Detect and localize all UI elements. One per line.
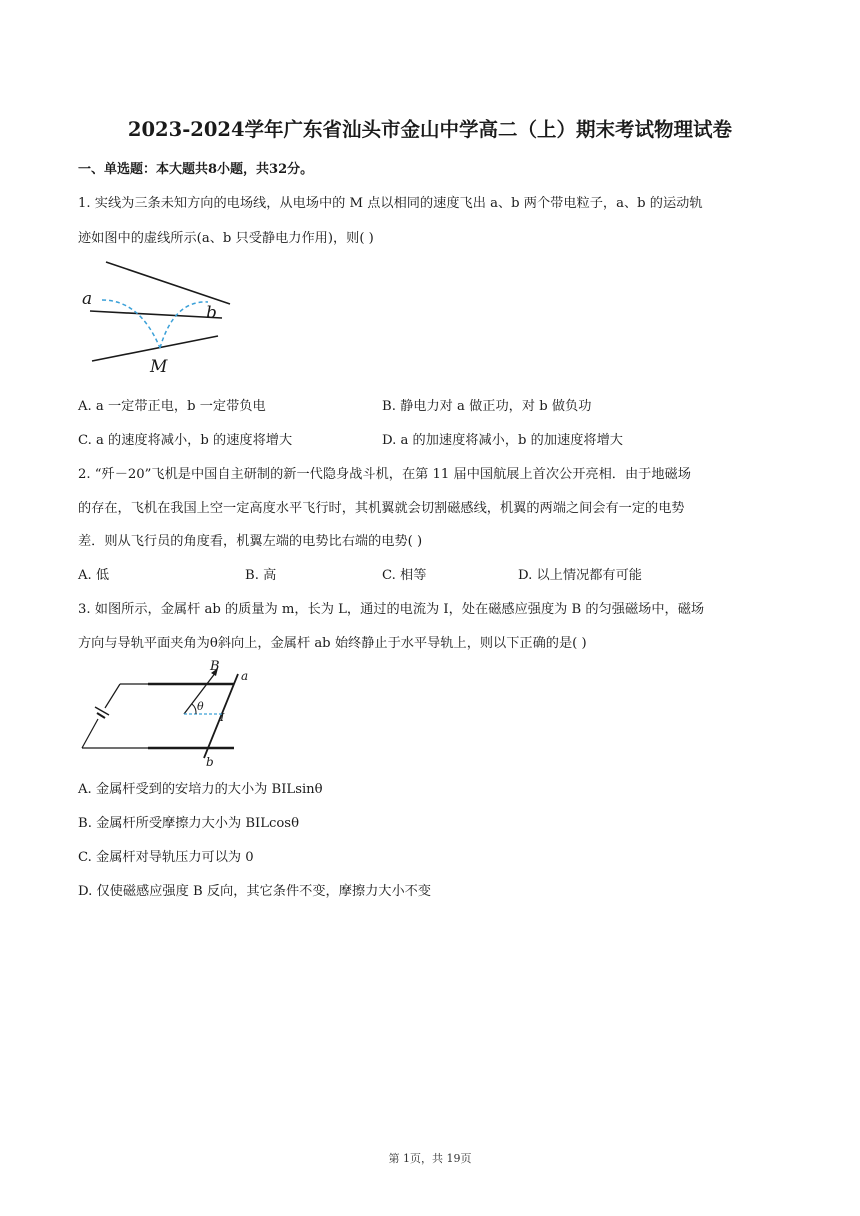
page-footer: 第 1页，共 19页 [388, 1152, 472, 1165]
rail-circuit-figure [78, 656, 268, 768]
trajectory-b [160, 302, 208, 348]
angle-arc [192, 704, 196, 714]
label-rod-b: b [206, 755, 214, 768]
q2-option-d: D. 以上情况都有可能 [518, 568, 642, 583]
section-heading: 一、单选题：本大题共8小题，共32分。 [78, 162, 314, 177]
page-title: 2023-2024学年广东省汕头市金山中学高二（上）期末考试物理试卷 [127, 118, 733, 141]
field-line-middle [90, 311, 222, 318]
label-rod-a: a [241, 669, 249, 683]
q3-option-a: A. 金属杆受到的安培力的大小为 BILsinθ [78, 782, 323, 797]
question-3-line-1: 3. 如图所示，金属杆 ab 的质量为 m，长为 L，通过的电流为 I，处在磁感应强度为 B 的匀强磁场中，磁场 [78, 602, 705, 617]
label-current-I: I [220, 711, 225, 724]
label-B: B [210, 659, 220, 674]
circuit-left-wire-lower [82, 719, 98, 748]
label-M: M [150, 357, 168, 376]
trajectory-a [102, 300, 160, 348]
q2-option-b: B. 高 [245, 568, 277, 583]
q3-option-b: B. 金属杆所受摩擦力大小为 BILcosθ [78, 816, 300, 831]
question-1-line-1: 1. 实线为三条未知方向的电场线，从电场中的 M 点以相同的速度飞出 a、b 两个带电粒子，a、b 的运动轨 [78, 196, 703, 211]
question-3-line-2: 方向与导轨平面夹角为θ斜向上，金属杆 ab 始终静止于水平导轨上，则以下正确的是( ) [78, 636, 587, 651]
field-line-top [106, 262, 230, 304]
question-2-line-3: 差．则从飞行员的角度看，机翼左端的电势比右端的电势( ) [78, 534, 423, 549]
electric-field-figure [78, 258, 238, 376]
q3-option-d: D. 仅使磁感应强度 B 反向，其它条件不变，摩擦力大小不变 [78, 884, 432, 899]
question-1-line-2: 迹如图中的虚线所示(a、b 只受静电力作用)，则( ) [78, 231, 374, 246]
label-b: b [206, 303, 217, 323]
battery-short-plate [97, 713, 105, 718]
label-a: a [82, 289, 93, 309]
q1-option-d: D. a 的加速度将减小，b 的加速度将增大 [382, 433, 623, 448]
label-theta: θ [197, 700, 204, 713]
question-2-line-2: 的存在，飞机在我国上空一定高度水平飞行时，其机翼就会切割磁感线，机翼的两端之间会有一定的电势 [78, 501, 685, 516]
q1-option-a: A. a 一定带正电，b 一定带负电 [78, 399, 266, 414]
q3-option-c: C. 金属杆对导轨压力可以为 0 [78, 850, 254, 865]
q2-option-c: C. 相等 [382, 568, 427, 583]
q1-option-b: B. 静电力对 a 做正功，对 b 做负功 [382, 399, 592, 414]
circuit-left-wire-upper [105, 684, 120, 708]
question-2-line-1: 2. “歼－20”飞机是中国自主研制的新一代隐身战斗机，在第 11 届中国航展上首次公开亮相．由于地磁场 [78, 467, 691, 482]
q2-option-a: A. 低 [78, 568, 110, 583]
q1-option-c: C. a 的速度将减小，b 的速度将增大 [78, 433, 293, 448]
